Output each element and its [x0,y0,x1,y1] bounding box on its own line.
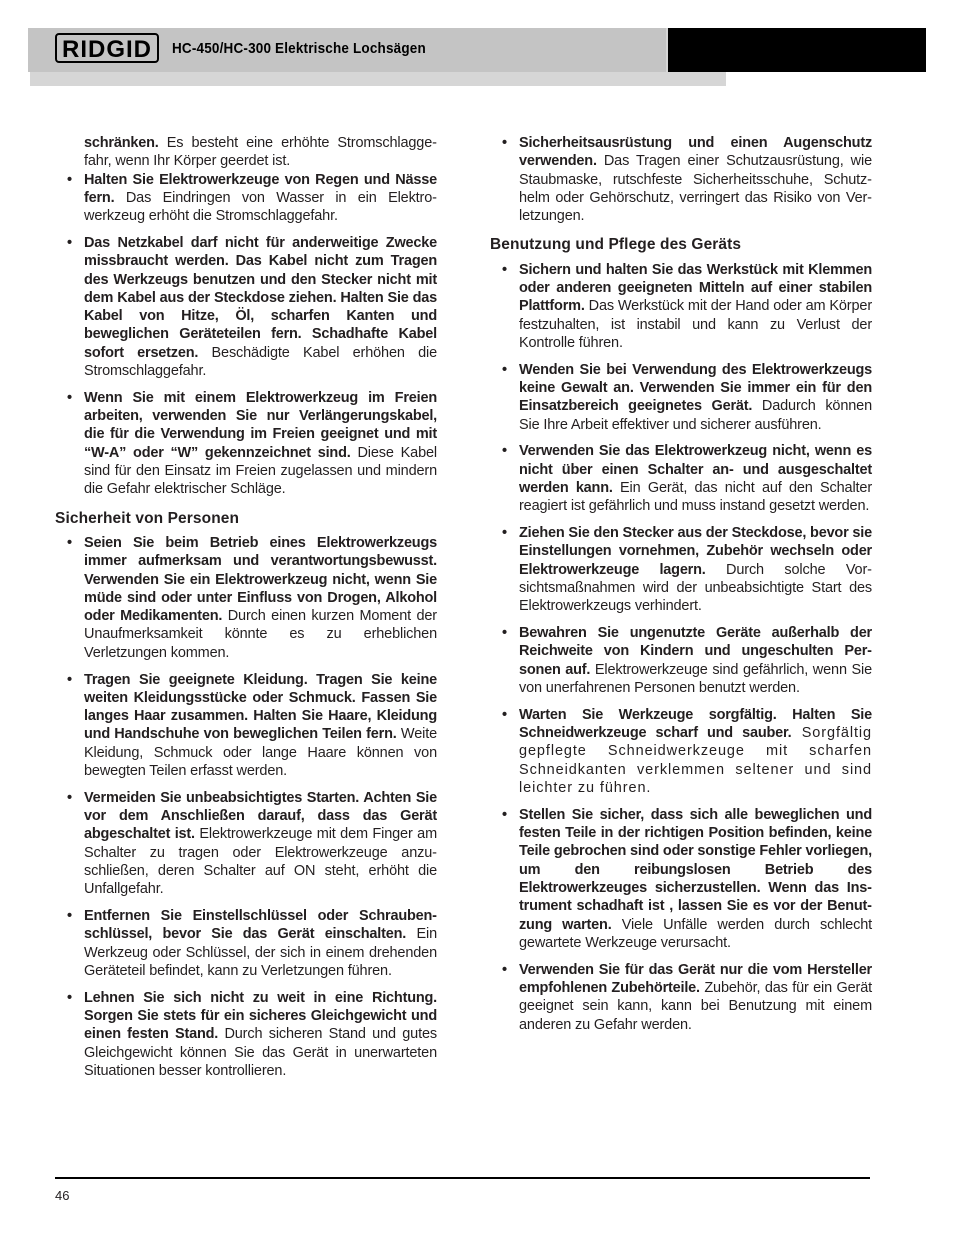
bullet-marker: • [67,234,72,251]
bullet-body-text: Durch sicheren Stand und gutes Gleichgewicht können Sie das Gerät in unerwarteten Situationen besser kontrollieren. [84,1026,437,1079]
bullet-body-text: Das Werkstück mit der Hand oder am Körper festzuhalten, ist instabil und kann zu Verlust der Kontrolle führen. [519,298,872,351]
bullet-item [55,671,437,781]
bullet-marker: • [67,908,72,925]
bullet-bold-text: Seien Sie beim Betrieb eines Elektrowerkzeugs immer aufmerksam und verantwortungsbewusst. Verwenden Sie ein Elektrowerkzeug nicht, wenn Sie müde sind oder unter Einfluss von Drogen, Alkohol oder Medikamenten. [84,534,437,625]
bullet-item [55,789,437,899]
bullet-item [490,442,872,515]
continued-paragraph: schränken. Es besteht eine erhöhte Stromschlaggefahr, wenn Ihr Körper geerdet ist. [84,135,437,170]
bullet-body-text: Zubehör, das für ein Gerät geeignet sein kann, kann bei Benutzung mit einem anderen zu Gefahr werden. [519,979,872,1033]
bullet-marker: • [502,361,507,378]
ridgid-logo [55,33,159,65]
bullet-bold-text: Lehnen Sie sich nicht zu weit in eine Richtung. Sorgen Sie stets für ein sicheres Gleichgewicht und einen festen Stand. [84,989,437,1043]
bullet-marker: • [67,534,72,551]
bullet-item [490,524,872,615]
bullet-bold-text: Warten Sie Werkzeuge sorgfältig. Halten Sie Schneidwerkzeuge scharf und sauber. [519,706,872,742]
left-column [55,134,437,1089]
bullet-bold-text: Entfernen Sie Einstellschlüssel oder Schraubenschlüssel, bevor Sie das Gerät einschalten. [84,908,437,943]
bullet-marker: • [67,989,72,1006]
bullet-item [490,961,872,1034]
bullet-item [490,624,872,697]
svg-text:RIDGID: RIDGID [62,36,152,63]
section-heading-personal-safety: Sicherheit von Personen [55,509,240,527]
bullet-marker: • [67,789,72,806]
bullet-body-text: Beschädigte Kabel erhöhen die Stromschlaggefahr. [84,344,437,380]
bullet-body-text: Durch solche Vorsichtsmaßnahmen wird der unbeabsichtigte Start des Elektrowerkzeugs verhindert. [519,561,872,615]
footer-rule [55,1177,870,1179]
bullet-body-text: Elektrowerkzeuge mit dem Finger am Schalter zu tragen oder Elektrowerkzeuge anzuschließen, deren Schalter auf ON steht, erhöht die Unfallgefahr. [84,826,437,898]
bullet-bold-text: Wenn Sie mit einem Elektrowerkzeug im Freien arbeiten, verwenden Sie nur Verlängerungskabel, die für die Verwendung im Freien geeignet und mit “W-A” oder “W” gekennzeichnet sind. [84,389,437,461]
bullet-bold-text: Vermeiden Sie unbeabsichtigtes Starten. Achten Sie vor dem Anschließen darauf, dass das Gerät abgeschaltet ist. [84,789,437,843]
bullet-bold-text: Tragen Sie geeignete Kleidung. Tragen Sie keine weiten Kleidungsstücke oder Schmuck. Fassen Sie langes Haar zusammen. Halten Sie Haare, Kleidung und Handschuhe von beweglichen Teilen fern. [84,671,437,743]
bullet-body-text: Diese Kabel sind für den Einsatz im Freien zugelassen und mindern die Gefahr elektrischer Schläge. [84,444,437,498]
bullet-marker: • [502,135,507,151]
bullet-body-text: Elektrowerkzeuge sind gefährlich, wenn Sie von unerfahrenen Personen benutzt werden. [519,661,872,697]
bullet-body-text: Dadurch können Sie Ihre Arbeit effektiver und sicherer ausführen. [519,398,872,433]
right-column [490,134,872,1042]
bullet-item [55,534,437,662]
bullet-marker: • [67,389,72,406]
document-title: HC-450/HC-300 Elektrische Lochsägen [172,40,426,57]
bullet-body-text: Das Eindringen von Wasser in ein Elektrowerkzeug erhöht die Stromschlaggefahr. [84,189,437,225]
bullet-marker: • [67,671,72,688]
bullet-bold-text: Bewahren Sie ungenutzte Geräte außerhalb der Reichweite von Kindern und ungeschulten Personen auf. [519,625,872,678]
bullet-marker: • [502,261,507,278]
bullet-body-text: Viele Unfälle werden durch schlecht gewartete Werkzeuge verursacht. [519,916,872,951]
header-black-block [668,28,926,72]
bullet-bold-text: Wenden Sie bei Verwendung des Elektrowerkzeugs keine Gewalt an. Verwenden Sie immer ein für den Einsatzbereich geeignetes Gerät. [519,361,872,415]
bullet-bold-text: Verwenden Sie für das Gerät nur die vom Hersteller empfohlenen Zubehörteile. [519,961,872,996]
bullet-marker: • [502,625,507,642]
bullet-marker: • [67,171,72,188]
bullet-body-text: Ein Werkzeug oder Schlüssel, der sich in einem drehenden Geräteteil befindet, kann zu Verletzungen führen. [84,926,437,979]
bullet-bold-text: Verwenden Sie das Elektrowerkzeug nicht, wenn es nicht über einen Schalter an- und ausgeschaltet werden kann. [519,443,872,497]
bullet-item [55,989,437,1080]
bullet-marker: • [502,706,508,723]
bullet-bold-text: Ziehen Sie den Stecker aus der Steckdose, bevor sie Einstellungen vornehmen, Zubehör wechseln oder Elektrowerkzeuge lagern. [519,525,872,578]
bullet-body-text: Ein Gerät, das nicht auf den Schalter reagiert ist gefährlich und muss instand gesetzt werden. [519,480,872,515]
bullet-body-text: Sorgfältig gepflegte Schneidwerkzeuge mit scharfen Schneidkanten verklemmen seltener und sind leichter zu führen. [519,725,872,796]
bullet-body-text: Weite Kleidung, Schmuck oder lange Haare können von bewegten Teilen erfasst werden. [84,726,437,779]
bullet-body-text: Durch einen kurzen Moment der Unaufmerksamkeit könnte es zu erheblichen Verletzungen kommen. [84,608,437,661]
bullet-bold-text: Sicherheitsausrüstung und einen Augenschutz verwenden. [519,135,872,170]
bullet-bold-text: Stellen Sie sicher, dass sich alle beweglichen und festen Teile in der richtigen Position befinden, keine Teile gebrochen sind oder sonstige Fehler vorliegen, um den reibungslosen Betrieb des Elektrowerkzeuges sicherzustellen. Wenn das Instrument schadhaft ist , lassen Sie es vor der Benutzung warten. [519,806,872,933]
bullet-bold-text: Sichern und halten Sie das Werkstück mit Klemmen oder anderen geeigneten Mitteln auf einer stabilen Plattform. [519,261,872,315]
bullet-item [490,806,872,952]
bullet-marker: • [502,525,507,542]
bullet-item [55,171,437,226]
bullet-item [490,706,872,797]
bullet-marker: • [502,806,507,823]
page-number: 46 [55,1188,70,1203]
bullet-bold-text: Das Netzkabel darf nicht für anderweitige Zwecke missbraucht werden. Das Kabel nicht zum Tragen des Werkzeugs benutzen und den Stecker nicht mit dem Kabel aus der Steckdose ziehen. Halten Sie das Kabel von Hitze, Öl, scharfen Kanten und beweglichen Geräteteilen fern. Schadhafte Kabel sofort ersetzen. [84,234,437,361]
bullet-marker: • [502,443,507,460]
bullet-marker: • [502,961,507,978]
bullet-item [490,134,872,225]
bullet-item [490,261,872,352]
bullet-item [55,234,437,380]
bullet-bold-text: Halten Sie Elektrowerkzeuge von Regen und Nässe fern. [84,171,437,206]
bullet-item [490,361,872,434]
bullet-item [55,389,437,499]
bullet-item [55,907,437,980]
section-heading-tool-use-care: Benutzung und Pflege des Geräts [490,236,742,254]
bullet-body-text: Das Tragen einer Schutzausrüstung, wie Staubmaske, rutschfeste Sicherheitsschuhe, Schutzhelm oder Gehörschutz, verringert das Risiko von Verletzungen. [519,153,872,225]
